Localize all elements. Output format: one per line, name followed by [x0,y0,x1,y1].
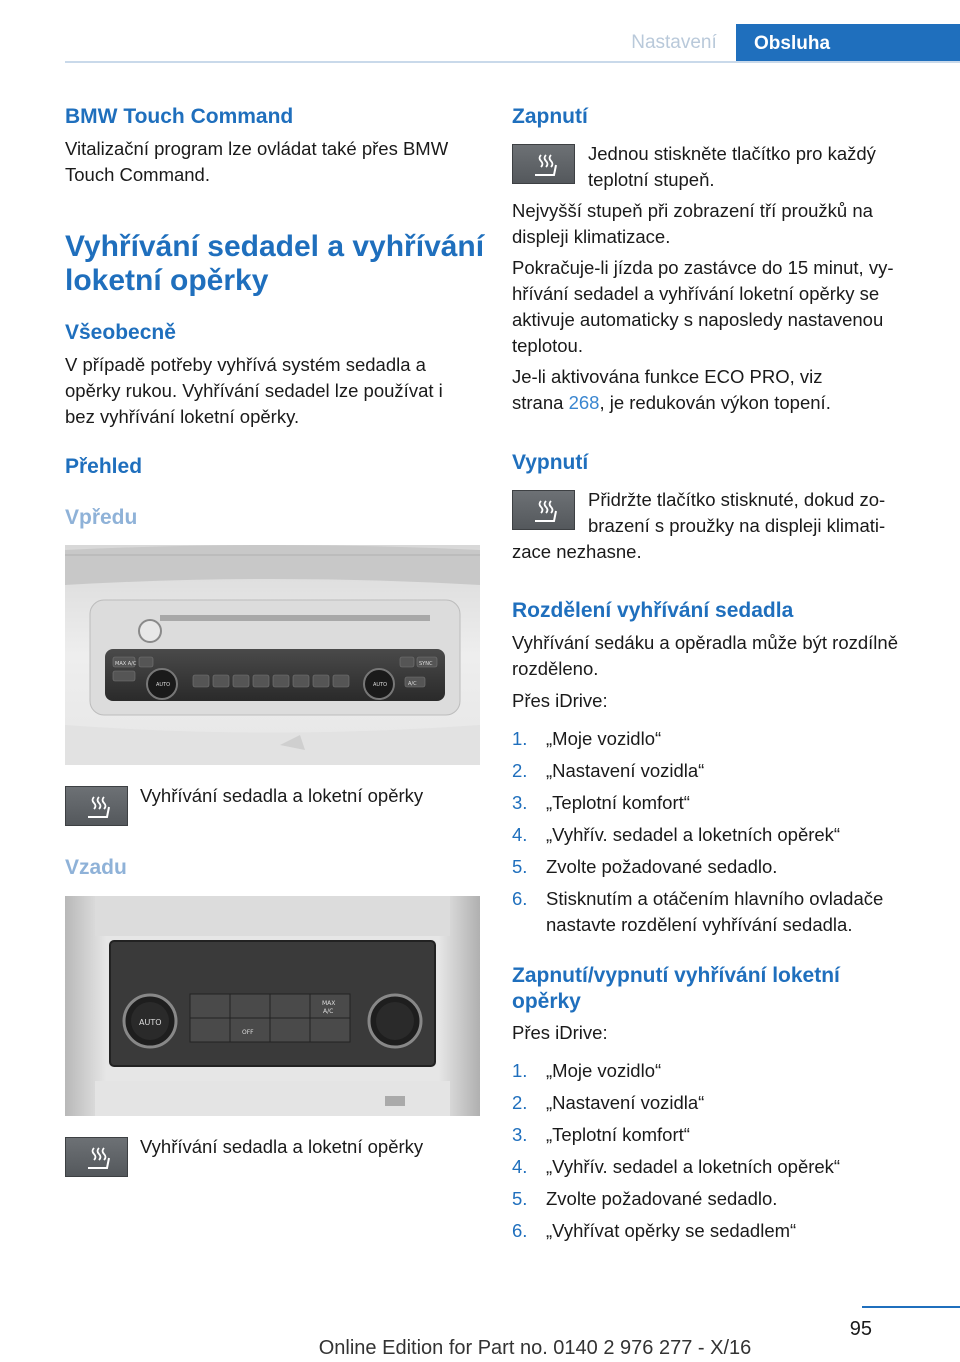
list-item-number: 4. [512,1156,528,1177]
front-ac-label: A/C [408,681,417,687]
list-item-number: 3. [512,792,528,813]
list-item: „Teplotní komfort“ [546,1124,690,1145]
seat-heating-icon [532,153,558,177]
rear-climate-panel-photo [65,896,480,1116]
front-heading: Vpředu [65,506,138,529]
front-max-ac-label: MAX A/C [115,661,137,667]
touch-command-text-line: Vitalizační program lze ovládat také přes BMW [65,138,449,159]
list-item-number: 6. [512,888,528,909]
front-climate-panel-photo [65,545,480,765]
list-item: „Nastavení vozidla“ [546,760,705,781]
continue-text-line: hřívání sedadel a vyhřívání loketní opěrky se [512,283,880,304]
list-item: „Nastavení vozidla“ [546,1092,705,1113]
seat-heating-button-icon [65,786,128,826]
switch-off-heading: Vypnutí [512,451,589,474]
list-item: „Vyhřívat opěrky se sedadlem“ [546,1220,797,1241]
rear-max-label: MAX [322,1000,336,1007]
list-item: Zvolte požadované sedadlo. [546,1188,778,1209]
eco-text-part: strana [512,392,569,413]
seat-heating-icon [85,1146,111,1170]
switch-on-heading: Zapnutí [512,105,588,128]
continue-text-line: Pokračuje-li jízda po zastávce do 15 minut, vy- [512,257,894,278]
continue-text-line: teplotou. [512,335,583,356]
distribution-heading: Rozdělení vyhřívání sedadla [512,599,794,622]
rear-auto-label: AUTO [139,1018,162,1027]
switch-off-text-line: brazení s proužky na displeji klimati- [588,515,886,536]
list-item-continuation: nastavte rozdělení vyhřívání sedadla. [546,914,853,935]
switch-on-text-line: Jednou stiskněte tlačítko pro každý [588,143,876,164]
front-auto-left-label: AUTO [156,682,171,688]
general-heading: Všeobecně [65,321,176,344]
list-item: „Moje vozidlo“ [546,1060,662,1081]
switch-off-text-line: zace nezhasne. [512,541,642,562]
max-level-text-line: Nejvyšší stupeň při zobrazení tří proužků na [512,200,873,221]
page-title: loketní opěrky [65,264,269,297]
max-level-text-line: displeji klimatizace. [512,226,671,247]
footer-rule [862,1306,960,1308]
rear-heading: Vzadu [65,856,127,879]
page-title: Vyhřívání sedadel a vyhřívání [65,230,485,263]
rear-ac-label: A/C [323,1008,334,1015]
general-text-line: bez vyhřívání loketní opěrky. [65,406,300,427]
page-reference-link[interactable]: 268 [568,392,600,413]
header-chapter-tab[interactable]: Obsluha [736,24,960,63]
touch-command-text-line: Touch Command. [65,164,210,185]
list-item-number: 1. [512,1060,528,1081]
list-item: Stisknutím a otáčením hlavního ovladače [546,888,884,909]
list-item: „Moje vozidlo“ [546,728,662,749]
front-auto-right-label: AUTO [373,682,388,688]
list-item-number: 3. [512,1124,528,1145]
eco-text-part: , je redukován výkon topení. [599,392,831,413]
list-item-number: 2. [512,1092,528,1113]
continue-text-line: aktivuje automaticky s naposledy nastavenou [512,309,884,330]
general-text-line: V případě potřeby vyhřívá systém sedadla a [65,354,426,375]
footer-edition-text: Online Edition for Part no. 0140 2 976 277 - X/16 [318,1337,752,1359]
list-item: Zvolte požadované sedadlo. [546,856,778,877]
list-item: „Teplotní komfort“ [546,792,690,813]
rear-caption: Vyhřívání sedadla a loketní opěrky [140,1136,424,1157]
list-item-number: 5. [512,856,528,877]
seat-heating-icon [85,795,111,819]
eco-text-line: Je-li aktivována funkce ECO PRO, viz [512,366,823,387]
header-rule [65,61,960,63]
header-section-tab[interactable]: Nastavení [631,31,717,53]
list-item: „Vyhřív. sedadel a loketních opěrek“ [546,824,841,845]
list-item-number: 5. [512,1188,528,1209]
rear-off-label: OFF [242,1029,254,1036]
eco-text-line [512,390,831,416]
general-text-line: opěrky rukou. Vyhřívání sedadel lze používat i [65,380,443,401]
seat-heating-button-icon [65,1137,128,1177]
seat-heating-icon [532,499,558,523]
overview-heading: Přehled [65,455,143,478]
list-item: „Vyhřív. sedadel a loketních opěrek“ [546,1156,841,1177]
list-item-number: 6. [512,1220,528,1241]
armrest-heading: opěrky [512,990,581,1013]
list-item-number: 4. [512,824,528,845]
idrive-label: Přes iDrive: [512,690,608,711]
switch-off-text-line: Přidržte tlačítko stisknuté, dokud zo- [588,489,886,510]
seat-heating-button-icon [512,144,575,184]
armrest-heading: Zapnutí/vypnutí vyhřívání loketní [512,964,840,987]
switch-on-text-line: teplotní stupeň. [588,169,715,190]
page-number: 95 [849,1318,872,1340]
front-caption: Vyhřívání sedadla a loketní opěrky [140,785,424,806]
idrive-label: Přes iDrive: [512,1022,608,1043]
seat-heating-button-icon [512,490,575,530]
list-item-number: 1. [512,728,528,749]
touch-command-heading: BMW Touch Command [65,105,294,128]
list-item-number: 2. [512,760,528,781]
distribution-text-line: Vyhřívání sedáku a opěradla může být rozdílně [512,632,898,653]
distribution-text-line: rozděleno. [512,658,599,679]
front-sync-label: SYNC [419,661,433,667]
